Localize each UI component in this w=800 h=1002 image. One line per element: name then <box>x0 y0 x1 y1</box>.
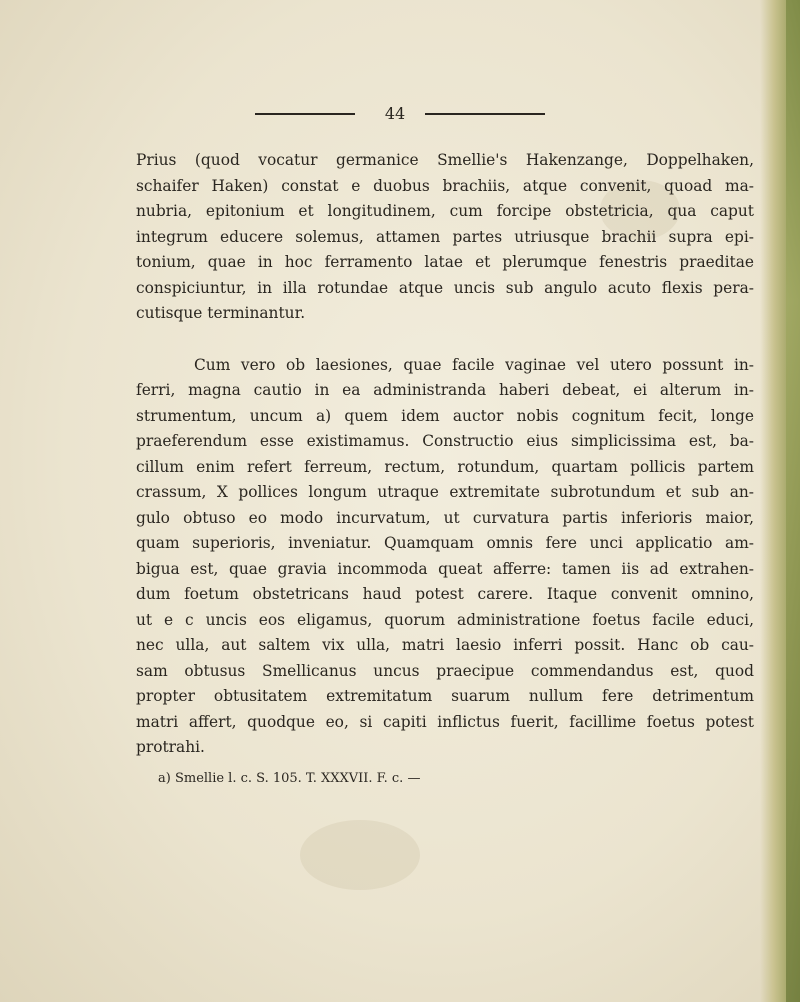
text-line: dum foetum obstetricans haud potest carere. Itaque convenit omnino, <box>136 585 754 603</box>
header-rule-right <box>425 113 545 115</box>
text-line: nubria, epitonium et longitudinem, cum forcipe obstetricia, qua caput <box>136 202 754 220</box>
text-line: quam superioris, inveniatur. Quamquam omnis fere unci applicatio am- <box>136 534 754 552</box>
text-line: praeferendum esse existimamus. Constructio eius simplicissima est, ba- <box>136 432 754 450</box>
text-line: sam obtusus Smellicanus uncus praecipue commendandus est, quod <box>136 661 754 680</box>
paragraph-1 <box>136 148 754 327</box>
text-line: protrahi. <box>136 738 205 756</box>
text-line: cillum enim refert ferreum, rectum, rotundum, quartam pollicis partem <box>136 457 754 476</box>
text-line: tonium, quae in hoc ferramento latae et plerumque fenestris praeditae <box>136 253 754 271</box>
paper-stain <box>300 820 420 890</box>
text-line: cutisque terminantur. <box>136 304 306 322</box>
body-text <box>136 148 754 761</box>
text-line: ut e c uncis eos eligamus, quorum administratione foetus facile educi, <box>136 610 754 629</box>
text-line: Cum vero ob laesiones, quae facile vaginae vel utero possunt in- <box>194 355 754 374</box>
text-line: schaifer Haken) constat e duobus brachiis, atque convenit, quoad ma- <box>136 176 754 195</box>
header-rule-left <box>255 113 355 115</box>
text-line: nec ulla, aut saltem vix ulla, matri laesio inferri possit. Hanc ob cau- <box>136 636 754 654</box>
text-line: integrum educere solemus, attamen partes utriusque brachii supra epi- <box>136 227 754 246</box>
text-line: matri affert, quodque eo, si capiti inflictus fuerit, facillime foetus potest <box>136 712 754 731</box>
text-line: crassum, X pollices longum utraque extremitate subrotundum et sub an- <box>136 483 754 501</box>
text-line: propter obtusitatem extremitatum suarum nullum fere detrimentum <box>136 687 754 705</box>
page-header <box>255 104 555 124</box>
page-number: 44 <box>384 104 406 123</box>
paragraph-2 <box>136 353 754 761</box>
footnote: a) Smellie l. c. S. 105. T. XXXVII. F. c. — <box>158 771 421 786</box>
text-line: conspiciuntur, in illa rotundae atque uncis sub angulo acuto flexis pera- <box>136 278 754 297</box>
page-edge <box>760 0 800 1002</box>
text-line: Prius (quod vocatur germanice Smellie's Hakenzange, Doppelhaken, <box>136 151 754 169</box>
text-line: bigua est, quae gravia incommoda queat afferre: tamen iis ad extrahen- <box>136 559 754 578</box>
text-line: ferri, magna cautio in ea administranda haberi debeat, ei alterum in- <box>136 381 754 399</box>
text-line: gulo obtuso eo modo incurvatum, ut curvatura partis inferioris maior, <box>136 508 754 527</box>
text-line: strumentum, uncum a) quem idem auctor nobis cognitum fecit, longe <box>136 406 754 425</box>
